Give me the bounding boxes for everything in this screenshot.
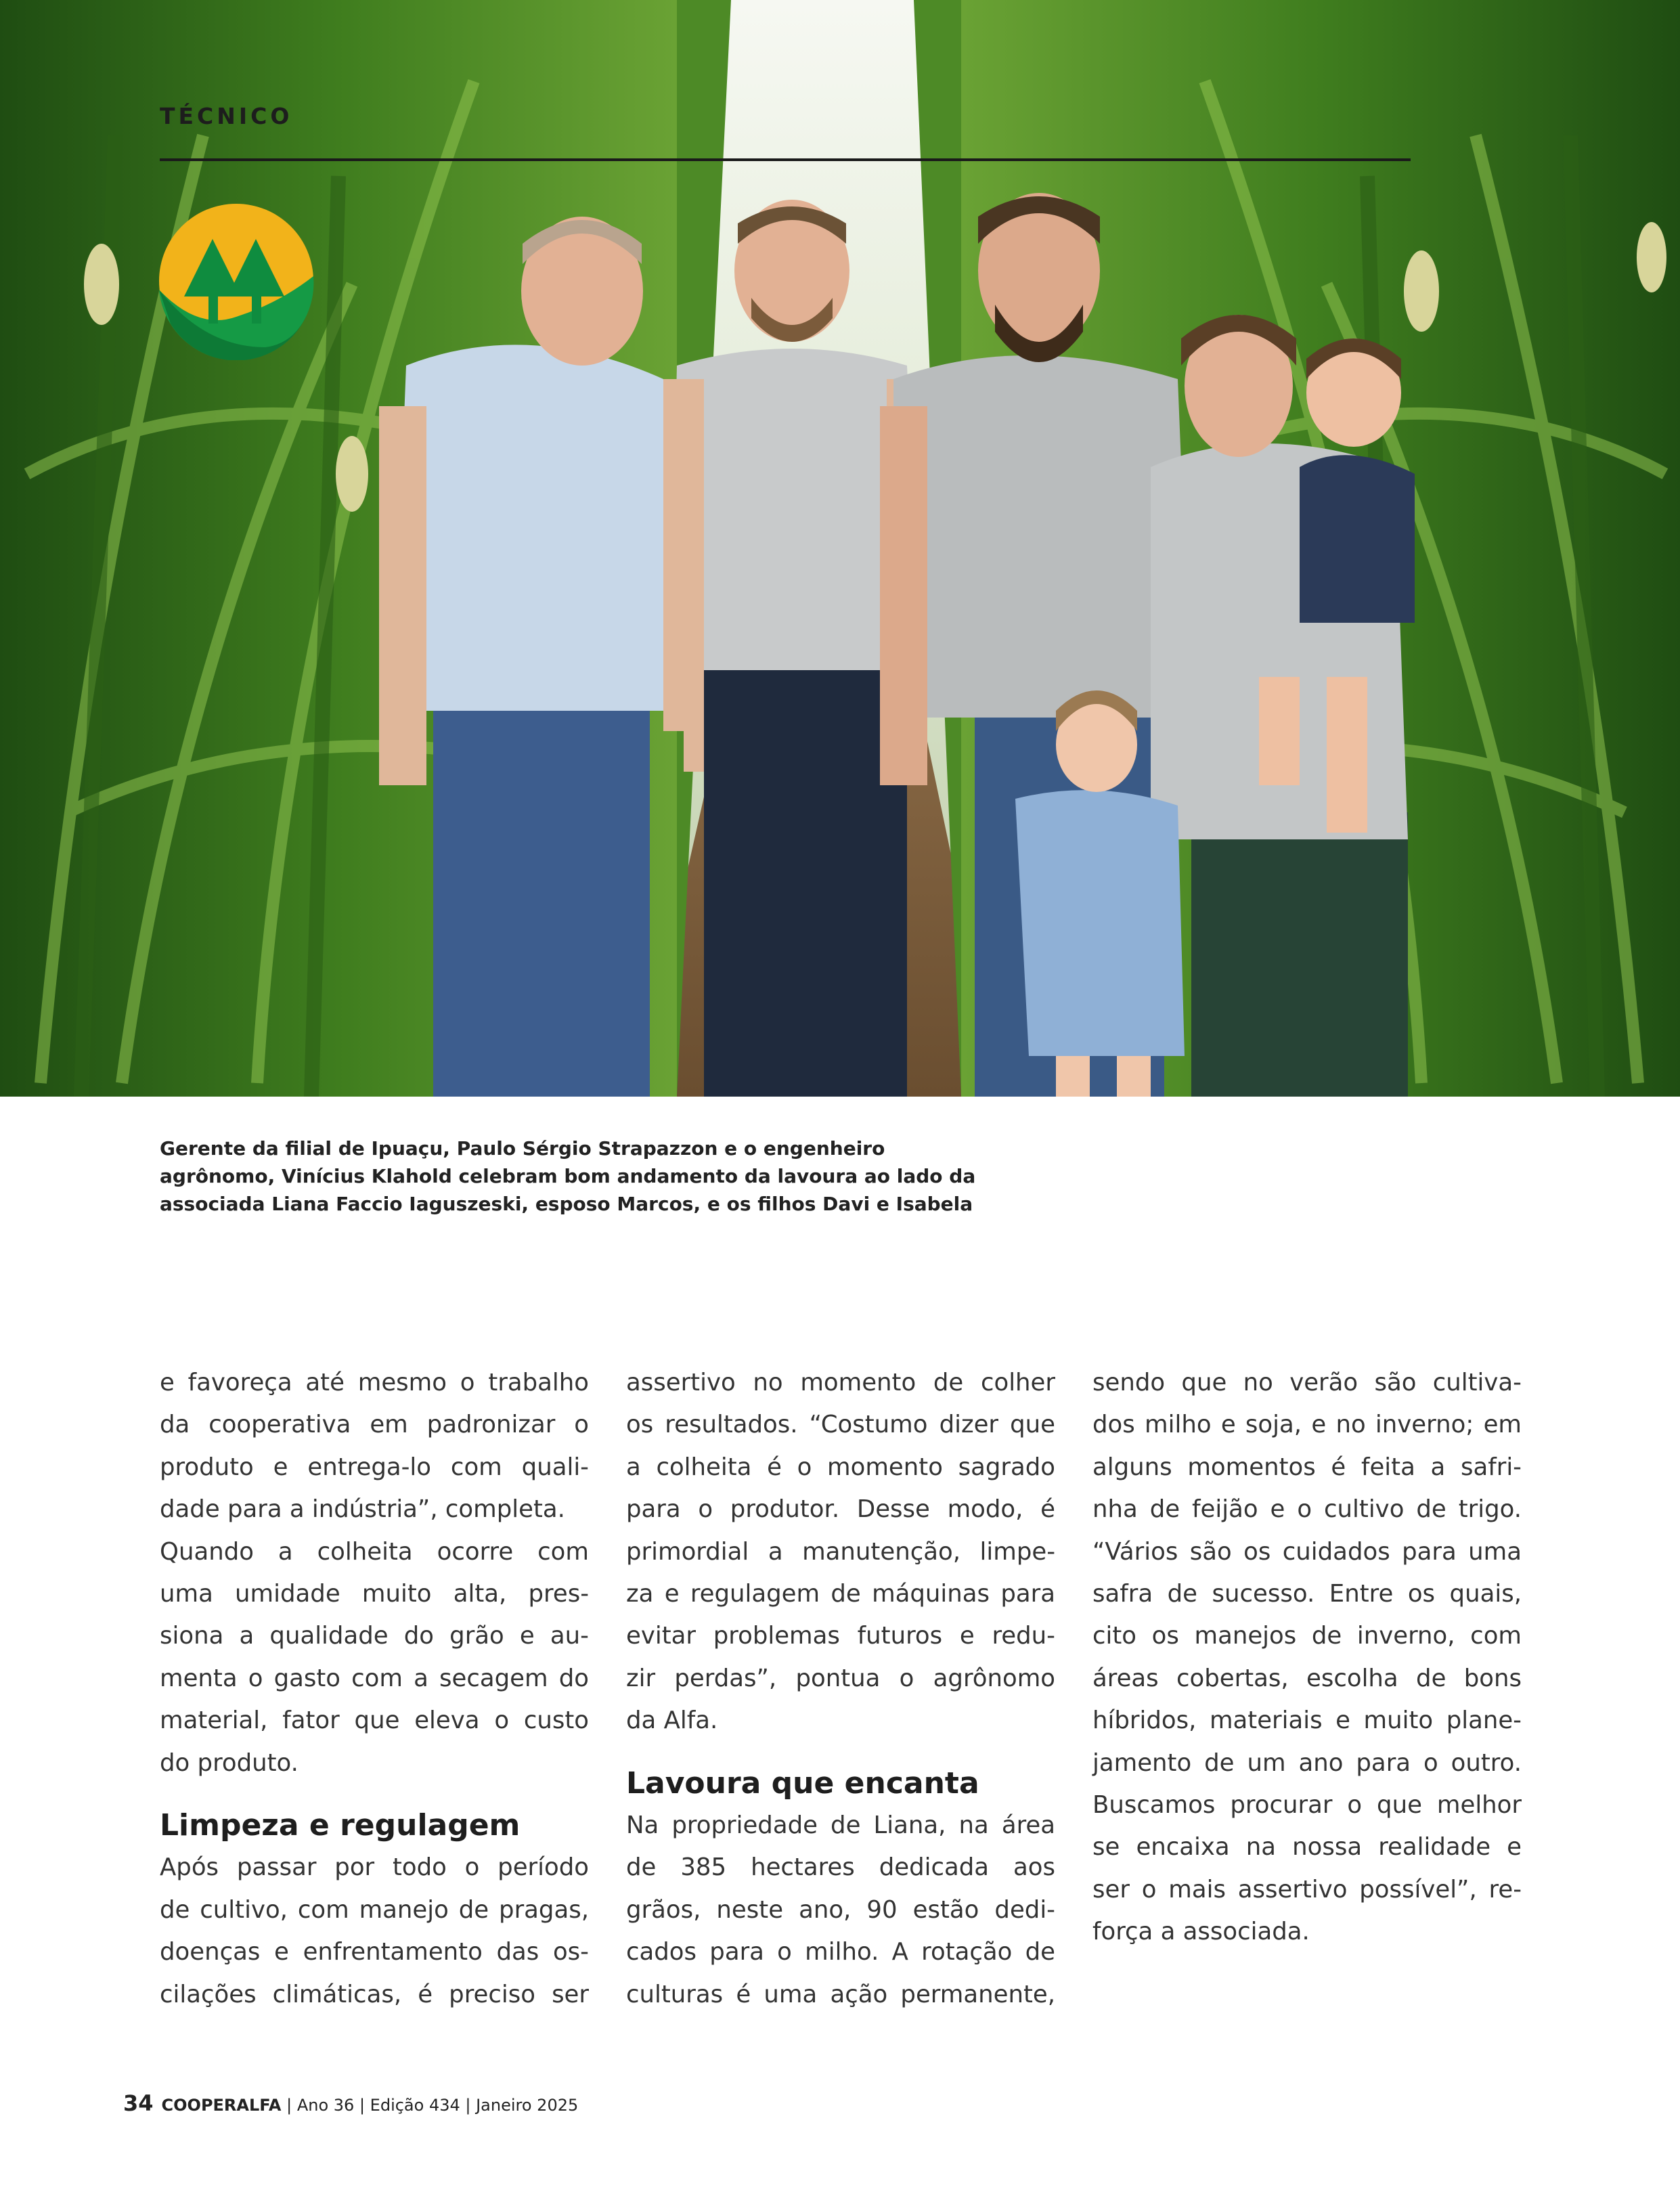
body-line: híbridos, materiais e muito plane- <box>1092 1707 1522 1735</box>
caption-line: Gerente da filial de Ipuaçu, Paulo Sérgio Strapazzon e o engenheiro <box>160 1137 885 1160</box>
corn-field-photo <box>0 0 1680 1097</box>
body-line: para o produtor. Desse modo, é <box>626 1495 1055 1524</box>
body-line: “Vários são os cuidados para uma <box>1092 1537 1522 1566</box>
body-line: do produto. <box>160 1748 299 1777</box>
body-line: sendo que no verão são cultiva- <box>1092 1369 1522 1396</box>
body-line: evitar problemas futuros e redu- <box>626 1622 1055 1650</box>
body-line: nha de feijão e o cultivo de trigo. <box>1092 1495 1522 1524</box>
caption-line: associada Liana Faccio Iaguszeski, esposo Marcos, e os filhos Davi e Isabela <box>160 1193 973 1215</box>
body-line: da Alfa. <box>626 1707 718 1735</box>
body-line: e favoreça até mesmo o trabalho <box>160 1369 589 1396</box>
body-line: primordial a manutenção, limpe- <box>626 1537 1055 1566</box>
issue-details: | Ano 36 | Edição 434 | Janeiro 2025 <box>281 2096 579 2115</box>
body-line: produto e entrega-lo com quali- <box>160 1453 589 1481</box>
cover-photo <box>0 0 1680 1097</box>
body-line: doenças e enfrentamento das os- <box>160 1938 589 1966</box>
body-line: dos milho e soja, e no inverno; em <box>1092 1411 1522 1439</box>
body-line: uma umidade muito alta, pres- <box>160 1580 589 1608</box>
body-line: ser o mais assertivo possível”, re- <box>1092 1875 1522 1904</box>
body-line: menta o gasto com a secagem do <box>160 1664 589 1692</box>
subheading-limpeza: Limpeza e regulagem <box>160 1808 521 1843</box>
cooperalfa-logo <box>157 202 315 360</box>
magazine-name: COOPERALFA <box>161 2096 282 2115</box>
body-line: os resultados. “Costumo dizer que <box>626 1411 1055 1439</box>
body-line: força a associada. <box>1092 1918 1310 1946</box>
body-line: culturas é uma ação permanente, <box>626 1980 1055 2008</box>
page-number: 34 <box>123 2090 154 2116</box>
body-line: Buscamos procurar o que melhor <box>1092 1791 1522 1820</box>
body-line: Quando a colheita ocorre com <box>160 1537 589 1566</box>
body-line: zir perdas”, pontua o agrônomo <box>626 1664 1055 1692</box>
body-line: alguns momentos é feita a safri- <box>1092 1453 1522 1481</box>
body-line: Na propriedade de Liana, na área <box>626 1811 1055 1840</box>
body-line: material, fator que eleva o custo <box>160 1707 589 1735</box>
body-line: se encaixa na nossa realidade e <box>1092 1833 1522 1862</box>
subheading-lavoura: Lavoura que encanta <box>626 1765 979 1801</box>
body-line: áreas cobertas, escolha de bons <box>1092 1664 1522 1692</box>
body-line: dade para a indústria”, completa. <box>160 1495 565 1524</box>
body-line: cilações climáticas, é preciso ser <box>160 1980 589 2008</box>
body-line: de cultivo, com manejo de pragas, <box>160 1895 589 1924</box>
body-line: Após passar por todo o período <box>160 1853 589 1882</box>
body-line: jamento de um ano para o outro. <box>1092 1748 1522 1777</box>
body-line: safra de sucesso. Entre os quais, <box>1092 1580 1522 1608</box>
body-line: cados para o milho. A rotação de <box>626 1938 1055 1966</box>
section-label: TÉCNICO <box>160 103 293 129</box>
article-column-2 <box>626 1362 1055 2016</box>
article-column-1 <box>160 1362 589 2016</box>
body-line: de 385 hectares dedicada aos <box>626 1853 1055 1882</box>
body-line: siona a qualidade do grão e au- <box>160 1622 589 1650</box>
body-line: cito os manejos de inverno, com <box>1092 1622 1522 1650</box>
body-line: grãos, neste ano, 90 estão dedi- <box>626 1895 1055 1924</box>
body-line: da cooperativa em padronizar o <box>160 1411 589 1439</box>
body-line: assertivo no momento de colher <box>626 1369 1055 1396</box>
caption-line: agrônomo, Vinícius Klahold celebram bom andamento da lavoura ao lado da <box>160 1165 976 1187</box>
body-line: za e regulagem de máquinas para <box>626 1580 1055 1608</box>
body-line: a colheita é o momento sagrado <box>626 1453 1055 1481</box>
photo-caption <box>160 1135 1175 1218</box>
page-footer <box>123 2090 578 2116</box>
section-rule <box>160 158 1411 161</box>
article-column-3 <box>1092 1362 1522 1954</box>
